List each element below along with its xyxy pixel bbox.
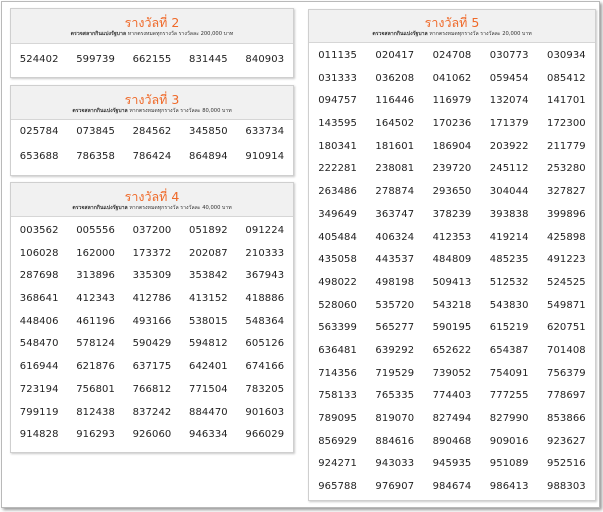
winning-number: 538015 [189, 315, 228, 327]
winning-number: 543830 [489, 299, 529, 311]
prize-4-subtitle-bold: ตรวจสลากกินแบ่งรัฐบาล [72, 205, 128, 211]
winning-number: 141701 [547, 95, 586, 107]
winning-number: 313896 [76, 270, 115, 282]
winning-number: 840903 [245, 54, 285, 65]
prize-2-subtitle [11, 31, 293, 38]
winning-number: 406324 [375, 231, 415, 243]
prize-4-header [11, 183, 293, 217]
winning-number: 945935 [432, 458, 472, 470]
prize-5-numbers [309, 43, 595, 504]
winning-number: 172300 [547, 118, 586, 130]
winning-number: 831445 [189, 54, 228, 65]
prize-3-subtitle-bold: ตรวจสลากกินแบ่งรัฐบาล [72, 108, 128, 114]
winning-number: 524402 [19, 54, 59, 65]
prize-5-subtitle [309, 31, 595, 38]
winning-number: 498022 [318, 276, 357, 288]
prize-2-header [11, 9, 293, 44]
winning-number: 393838 [489, 208, 529, 220]
winning-number: 756379 [547, 367, 586, 379]
winning-number: 059454 [489, 72, 529, 84]
prize-3-numbers [11, 120, 293, 176]
winning-number: 238081 [375, 163, 415, 175]
winning-number: 662155 [132, 54, 172, 65]
winning-number: 491223 [547, 254, 586, 266]
prize-4-numbers [11, 217, 293, 452]
winning-number: 412786 [132, 293, 172, 305]
winning-number: 827990 [489, 413, 529, 424]
winning-number: 143595 [318, 118, 357, 130]
winning-number: 616944 [19, 361, 59, 373]
winning-number: 293650 [432, 186, 472, 198]
winning-number: 548470 [19, 338, 59, 350]
winning-number: 837242 [132, 406, 172, 418]
winning-number: 890468 [432, 435, 472, 447]
winning-number: 578124 [76, 338, 115, 350]
prize-5-subtitle-bold: ตรวจสลากกินแบ่งรัฐบาล [372, 31, 428, 37]
winning-number: 461196 [76, 315, 115, 327]
winning-number: 162000 [76, 247, 115, 259]
winning-number: 425898 [547, 231, 586, 243]
winning-number: 766812 [132, 383, 172, 395]
winning-number: 164502 [375, 118, 415, 130]
winning-number: 051892 [189, 225, 228, 236]
winning-number: 639292 [375, 344, 415, 356]
winning-number: 549871 [547, 299, 586, 311]
prize-2-title: รางวัลที่ 2 [124, 15, 180, 30]
winning-number: 031333 [318, 72, 357, 84]
winning-number: 739052 [432, 367, 472, 379]
winning-number: 965788 [318, 481, 357, 493]
winning-number: 535720 [375, 299, 415, 311]
winning-number: 901603 [245, 406, 285, 418]
winning-number: 605126 [245, 338, 285, 350]
winning-number: 353842 [189, 270, 228, 282]
winning-number: 173372 [132, 247, 172, 259]
winning-number: 654387 [489, 344, 529, 356]
winning-number: 378239 [432, 208, 472, 220]
winning-number: 030773 [489, 50, 529, 61]
prize-5-header [309, 10, 595, 43]
winning-number: 363747 [375, 208, 415, 220]
winning-number: 368641 [19, 293, 59, 305]
winning-number: 719529 [375, 367, 415, 379]
winning-number: 543218 [432, 299, 472, 311]
winning-number: 253280 [547, 163, 586, 175]
winning-number: 563399 [318, 322, 357, 334]
winning-number: 180341 [318, 140, 357, 152]
winning-number: 674166 [245, 361, 285, 373]
winning-number: 774403 [432, 390, 472, 402]
winning-number: 864894 [189, 151, 228, 162]
prize-3-panel [10, 85, 294, 176]
winning-number: 621876 [76, 361, 115, 373]
winning-number: 186904 [432, 140, 472, 152]
prize-2-panel [10, 8, 294, 78]
winning-number: 951089 [489, 458, 529, 470]
winning-number: 946334 [189, 429, 228, 441]
winning-number: 222281 [318, 163, 357, 175]
winning-number: 986413 [489, 481, 529, 493]
winning-number: 132074 [489, 95, 529, 107]
winning-number: 771504 [189, 383, 228, 395]
prize-4-title: รางวัลที่ 4 [124, 189, 180, 204]
winning-number: 909016 [489, 435, 529, 447]
prize-3-title: รางวัลที่ 3 [124, 92, 180, 107]
winning-number: 484809 [432, 254, 472, 266]
winning-number: 037200 [132, 225, 172, 236]
winning-number: 003562 [19, 225, 59, 236]
winning-number: 524525 [547, 276, 586, 288]
winning-number: 923627 [547, 435, 586, 447]
prize-2-numbers [11, 44, 293, 65]
winning-number: 349649 [318, 208, 357, 220]
winning-number: 701408 [547, 344, 586, 356]
winning-number: 952516 [547, 458, 586, 470]
winning-number: 754091 [489, 367, 529, 379]
winning-number: 799119 [19, 406, 59, 418]
winning-number: 856929 [318, 435, 357, 447]
prize-2-subtitle-text: หากตรงหมดทุกรางวัล รางวัลละ 200,000 บาท [127, 31, 234, 37]
winning-number: 509413 [432, 276, 472, 288]
prize-4-panel [10, 182, 294, 453]
prize-3-header [11, 86, 293, 120]
winning-number: 652622 [432, 344, 472, 356]
prize-4-subtitle-text: หากตรงหมดทุกรางวัล รางวัลละ 40,000 บาท [129, 205, 232, 211]
winning-number: 976907 [375, 481, 415, 493]
winning-number: 758133 [318, 390, 357, 402]
winning-number: 636481 [318, 344, 357, 356]
prize-2-subtitle-bold: ตรวจสลากกินแบ่งรัฐบาล [70, 31, 127, 37]
winning-number: 327827 [547, 186, 586, 198]
winning-number: 884616 [375, 435, 415, 447]
winning-number: 367943 [245, 270, 285, 282]
winning-number: 765335 [375, 390, 415, 402]
winning-number: 548364 [245, 315, 285, 327]
winning-number: 528060 [318, 299, 357, 311]
winning-number: 245112 [489, 163, 529, 175]
winning-number: 211779 [547, 140, 586, 152]
winning-number: 653688 [19, 151, 59, 162]
winning-number: 778697 [547, 390, 586, 402]
winning-number: 590195 [432, 322, 472, 334]
winning-number: 202087 [189, 247, 228, 259]
results-frame [1, 1, 600, 508]
winning-number: 278874 [375, 186, 415, 198]
winning-number: 448406 [19, 315, 59, 327]
winning-number: 853866 [547, 413, 586, 424]
winning-number: 304044 [489, 186, 529, 198]
winning-number: 498198 [375, 276, 415, 288]
winning-number: 786424 [132, 151, 172, 162]
winning-number: 819070 [375, 413, 415, 424]
winning-number: 910914 [245, 151, 285, 162]
winning-number: 413152 [189, 293, 228, 305]
winning-number: 263486 [318, 186, 357, 198]
winning-number: 642401 [189, 361, 228, 373]
winning-number: 615219 [489, 322, 529, 334]
winning-number: 171379 [489, 118, 529, 130]
winning-number: 493166 [132, 315, 172, 327]
prize-5-subtitle-text: หากตรงหมดทุกรางวัล รางวัลละ 20,000 บาท [429, 31, 532, 37]
winning-number: 812438 [76, 406, 115, 418]
winning-number: 988303 [547, 481, 586, 493]
prize-4-subtitle [11, 205, 293, 212]
winning-number: 777255 [489, 390, 529, 402]
winning-number: 335309 [132, 270, 172, 282]
winning-number: 565277 [375, 322, 415, 334]
winning-number: 405484 [318, 231, 357, 243]
winning-number: 786358 [76, 151, 115, 162]
winning-number: 181601 [375, 140, 415, 152]
winning-number: 633734 [245, 126, 285, 137]
winning-number: 512532 [489, 276, 529, 288]
prize-5-title: รางวัลที่ 5 [424, 15, 480, 30]
winning-number: 210333 [245, 247, 285, 259]
winning-number: 091224 [245, 225, 285, 236]
winning-number: 599739 [76, 54, 115, 65]
winning-number: 412353 [432, 231, 472, 243]
winning-number: 106028 [19, 247, 59, 259]
winning-number: 073845 [76, 126, 115, 137]
winning-number: 435058 [318, 254, 357, 266]
winning-number: 789095 [318, 413, 357, 424]
winning-number: 443537 [375, 254, 415, 266]
winning-number: 714356 [318, 367, 357, 379]
winning-number: 783205 [245, 383, 285, 395]
winning-number: 943033 [375, 458, 415, 470]
winning-number: 419214 [489, 231, 529, 243]
winning-number: 620751 [547, 322, 586, 334]
winning-number: 827494 [432, 413, 472, 424]
winning-number: 094757 [318, 95, 357, 107]
prize-5-panel [308, 9, 596, 501]
winning-number: 024708 [432, 50, 472, 61]
winning-number: 637175 [132, 361, 172, 373]
winning-number: 005556 [76, 225, 115, 236]
winning-number: 203922 [489, 140, 529, 152]
winning-number: 116446 [375, 95, 415, 107]
winning-number: 914828 [19, 429, 59, 441]
winning-number: 284562 [132, 126, 172, 137]
prize-3-subtitle-text: หากตรงหมดทุกรางวัล รางวัลละ 80,000 บาท [129, 108, 232, 114]
winning-number: 926060 [132, 429, 172, 441]
winning-number: 239720 [432, 163, 472, 175]
winning-number: 723194 [19, 383, 59, 395]
prize-3-subtitle [11, 108, 293, 115]
winning-number: 916293 [76, 429, 115, 441]
winning-number: 418886 [245, 293, 285, 305]
winning-number: 287698 [19, 270, 59, 282]
winning-number: 756801 [76, 383, 115, 395]
winning-number: 041062 [432, 72, 472, 84]
winning-number: 020417 [375, 50, 415, 61]
winning-number: 399896 [547, 208, 586, 220]
winning-number: 011135 [318, 50, 357, 61]
winning-number: 030934 [547, 50, 586, 61]
winning-number: 116979 [432, 95, 472, 107]
winning-number: 590429 [132, 338, 172, 350]
winning-number: 594812 [189, 338, 228, 350]
winning-number: 345850 [189, 126, 228, 137]
winning-number: 984674 [432, 481, 472, 493]
winning-number: 485235 [489, 254, 529, 266]
winning-number: 025784 [19, 126, 59, 137]
winning-number: 412343 [76, 293, 115, 305]
winning-number: 085412 [547, 72, 586, 84]
winning-number: 966029 [245, 429, 285, 441]
winning-number: 924271 [318, 458, 357, 470]
winning-number: 170236 [432, 118, 472, 130]
winning-number: 036208 [375, 72, 415, 84]
winning-number: 884470 [189, 406, 228, 418]
